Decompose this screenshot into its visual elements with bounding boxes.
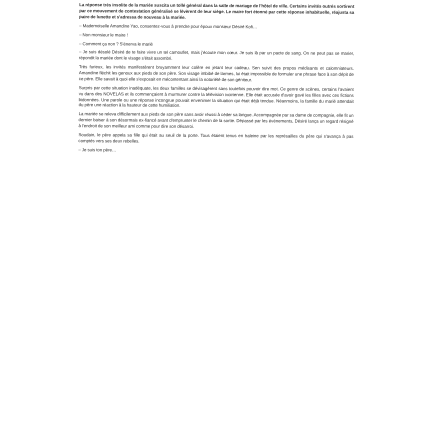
text-column <box>78 2 354 157</box>
paragraph-bride-leaves <box>79 111 354 130</box>
dialogue-line-text: – Non monsieur le maire ! <box>79 31 128 38</box>
paragraph-text: La mariée se releva difficilement aux pieds de son père sans avoir réussi à céder sa langue. Accompagnée par sa dame de compagnie, elle fit un dernier baiser à son désormais ex-fiancé avant d'emprunter le chemin de la sortie. Dépassé par les événements, Désiré lança un regard résigné à l'endroit de son meilleur ami comme pour dire son désarroi. <box>78 111 354 129</box>
paragraph-text: Très furieux, les invités manifestèrent bruyamment leur colère en jetant leur cadeau. Sen suivit des propos médisants et calomniateurs. Amandine fléchit les genoux aux pieds de son père. Son visage imbibé de larmes, lui était impossible de formuler une phrase face à son dépit de ce père. Elle savait à quoi elle s'exposait en mécontentant ainsi la notoriété de son géniteur. <box>78 64 354 83</box>
dialogue-line-text: – Comment ça non ? S'énerva le marié <box>79 40 153 47</box>
paragraph-families-surprised <box>79 85 354 110</box>
dialogue-line-groom <box>79 41 354 49</box>
paragraph-text: Soudain, le père appela sa fille qui était au seuil de la porte. Tous étaient tenus en haleine par les représailles du père qui s'avança à pas comptés vers ses deux rebelles. <box>78 132 354 144</box>
dialogue-line-bride-explanation <box>79 50 354 63</box>
dialogue-line-text: – Je suis ton père… <box>78 146 117 153</box>
dialogue-line-text: – Je suis désolé Désiré de te faire vivre un tel camouflet, mais j'écoute mon cœur. Je suis là par un pacte de sang. On ne peut pas se marier, répondit la mariée dont le visage s'était assombri. <box>78 49 354 62</box>
dialogue-line-refusal <box>79 32 354 40</box>
paragraph-text: Surpris par cette situation inadéquate, les deux familles se dévisagèrent sans toutefois pouvoir dire mot. Ce genre de scènes, certains l'avaient vu dans des NOVELAS et ils commençaient à murmurer contre la télévision ivoirienne. Elle était accusée d'avoir gavé les filles avec ces fictions bidonnées. Une parole ou une réponse incongrue pouvait envenimer la situation qui était déjà tendue. Néanmoins, la famille du marié attendait du père une réaction à la hauteur de cette humiliation. <box>78 85 354 109</box>
paragraph-opening-text: La réponse très insolite de la mariée suscita un tollé général dans la salle de mariage de l'hôtel de ville. Certains invités outrés sortirent par ce mouvement de contestation généralisé se lèvèrent de leur siège. Le maire fort étonné par cette réponse inhabituelle, réajusta sa paire de lunette et s'adressa de nouveau à la mariée. <box>79 2 355 20</box>
dialogue-line-father <box>78 147 353 155</box>
paragraph-opening <box>79 2 354 21</box>
dialogue-line-text: – Mademoiselle Amandine Yao, consentez-vous à prendre pour époux monsieur Désiré Kofi… <box>79 22 258 29</box>
dialogue-line-maire-question <box>79 23 354 31</box>
paragraph-guests-anger <box>79 64 354 83</box>
paragraph-father-calls <box>78 132 353 145</box>
